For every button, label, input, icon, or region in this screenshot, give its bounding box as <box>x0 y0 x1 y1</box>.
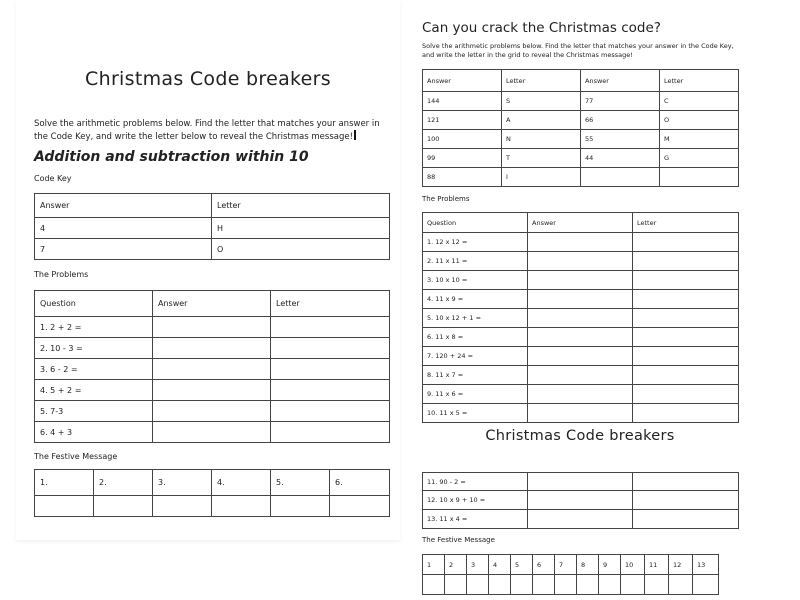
table-cell: 144 <box>423 92 502 111</box>
festive-number-cell: 3. <box>153 470 212 496</box>
festive-number-cell: 13 <box>693 555 719 575</box>
festive-number-cell: 10 <box>621 555 645 575</box>
question-cell: 9. 11 x 6 = <box>423 385 528 404</box>
table-cell: T <box>502 149 581 168</box>
festive-number-cell: 11 <box>645 555 669 575</box>
festive-letter-cell[interactable] <box>577 575 599 595</box>
festive-number-cell: 1 <box>423 555 445 575</box>
festive-letter-cell[interactable] <box>271 496 330 517</box>
right-problems-label: The Problems <box>422 195 470 203</box>
question-cell: 11. 90 - 2 = <box>423 473 528 491</box>
table-header-cell: Answer <box>581 70 660 92</box>
right-problems-continued-table <box>422 472 739 529</box>
festive-number-cell: 5 <box>511 555 533 575</box>
question-cell: 4. 11 x 9 = <box>423 290 528 309</box>
festive-letter-cell[interactable] <box>423 575 445 595</box>
letter-cell[interactable] <box>271 380 390 401</box>
answer-cell[interactable] <box>528 252 633 271</box>
right-festive-message-table <box>422 554 719 595</box>
festive-letter-cell[interactable] <box>555 575 577 595</box>
table-cell: 4 <box>35 218 212 239</box>
table-cell: 99 <box>423 149 502 168</box>
festive-number-cell: 5. <box>271 470 330 496</box>
answer-cell[interactable] <box>528 347 633 366</box>
right-page-title: Can you crack the Christmas code? <box>422 20 661 36</box>
instructions-text: Solve the arithmetic problems below. Find the letter that matches your answer in the Code Key, and write the letter below to reveal the Christmas message! <box>34 119 380 142</box>
festive-number-cell: 1. <box>35 470 94 496</box>
question-cell: 13. 11 x 4 = <box>423 510 528 529</box>
festive-number-cell: 9 <box>599 555 621 575</box>
letter-cell[interactable] <box>633 510 739 529</box>
table-header-cell: Answer <box>528 213 633 233</box>
section-subtitle: Addition and subtraction within 10 <box>34 149 309 165</box>
answer-cell[interactable] <box>153 380 271 401</box>
answer-cell[interactable] <box>153 359 271 380</box>
letter-cell[interactable] <box>271 422 390 443</box>
question-cell: 7. 120 + 24 = <box>423 347 528 366</box>
letter-cell[interactable] <box>633 385 739 404</box>
question-cell: 4. 5 + 2 = <box>35 380 153 401</box>
letter-cell[interactable] <box>633 271 739 290</box>
table-cell: M <box>660 130 739 149</box>
answer-cell[interactable] <box>528 233 633 252</box>
answer-cell[interactable] <box>153 317 271 338</box>
letter-cell[interactable] <box>271 317 390 338</box>
festive-letter-cell[interactable] <box>669 575 693 595</box>
code-key-table <box>34 193 390 260</box>
table-cell: 77 <box>581 92 660 111</box>
festive-letter-cell[interactable] <box>467 575 489 595</box>
letter-cell[interactable] <box>633 491 739 510</box>
question-cell: 1. 2 + 2 = <box>35 317 153 338</box>
table-header-cell: Letter <box>212 194 390 218</box>
table-cell <box>660 168 739 187</box>
answer-cell[interactable] <box>528 309 633 328</box>
right-festive-message-label: The Festive Message <box>422 536 495 544</box>
table-cell: 121 <box>423 111 502 130</box>
answer-cell[interactable] <box>528 510 633 529</box>
answer-cell[interactable] <box>528 491 633 510</box>
answer-cell[interactable] <box>528 328 633 347</box>
instructions <box>34 118 390 143</box>
letter-cell[interactable] <box>633 366 739 385</box>
table-header-cell: Answer <box>423 70 502 92</box>
table-header-cell: Letter <box>502 70 581 92</box>
question-cell: 2. 10 - 3 = <box>35 338 153 359</box>
left-worksheet-page <box>16 0 400 540</box>
right-page-subtitle: Christmas Code breakers <box>485 428 675 444</box>
table-cell: O <box>212 239 390 260</box>
question-cell: 5. 7-3 <box>35 401 153 422</box>
table-cell <box>581 168 660 187</box>
table-cell: O <box>660 111 739 130</box>
festive-letter-cell[interactable] <box>511 575 533 595</box>
question-cell: 6. 4 + 3 <box>35 422 153 443</box>
question-cell: 8. 11 x 7 = <box>423 366 528 385</box>
letter-cell[interactable] <box>271 338 390 359</box>
letter-cell[interactable] <box>633 309 739 328</box>
question-cell: 1. 12 x 12 = <box>423 233 528 252</box>
festive-number-cell: 8 <box>577 555 599 575</box>
table-cell: 44 <box>581 149 660 168</box>
table-cell: S <box>502 92 581 111</box>
table-cell: N <box>502 130 581 149</box>
table-cell: H <box>212 218 390 239</box>
festive-letter-cell[interactable] <box>693 575 719 595</box>
festive-letter-cell[interactable] <box>94 496 153 517</box>
question-cell: 2. 11 x 11 = <box>423 252 528 271</box>
answer-cell[interactable] <box>528 385 633 404</box>
question-cell: 12. 10 x 9 + 10 = <box>423 491 528 510</box>
festive-letter-cell[interactable] <box>621 575 645 595</box>
table-cell: 100 <box>423 130 502 149</box>
question-cell: 10. 11 x 5 = <box>423 404 528 423</box>
festive-number-cell: 4. <box>212 470 271 496</box>
problems-label: The Problems <box>34 270 89 279</box>
right-problems-table <box>422 212 739 423</box>
letter-cell[interactable] <box>633 233 739 252</box>
table-cell: A <box>502 111 581 130</box>
festive-letter-cell[interactable] <box>533 575 555 595</box>
table-header-cell: Letter <box>271 291 390 317</box>
festive-letter-cell[interactable] <box>489 575 511 595</box>
festive-number-cell: 2 <box>445 555 467 575</box>
festive-number-cell: 3 <box>467 555 489 575</box>
code-key-label: Code Key <box>34 174 72 183</box>
right-code-key-table <box>422 69 739 187</box>
letter-cell[interactable] <box>271 359 390 380</box>
table-cell: 55 <box>581 130 660 149</box>
answer-cell[interactable] <box>528 290 633 309</box>
question-cell: 5. 10 x 12 + 1 = <box>423 309 528 328</box>
festive-number-cell: 12 <box>669 555 693 575</box>
page-title: Christmas Code breakers <box>85 68 331 90</box>
table-header-cell: Question <box>35 291 153 317</box>
letter-cell[interactable] <box>633 404 739 423</box>
answer-cell[interactable] <box>153 401 271 422</box>
answer-cell[interactable] <box>528 404 633 423</box>
answer-cell[interactable] <box>153 338 271 359</box>
table-cell: I <box>502 168 581 187</box>
festive-number-cell: 4 <box>489 555 511 575</box>
festive-number-cell: 2. <box>94 470 153 496</box>
table-cell: 66 <box>581 111 660 130</box>
festive-number-cell: 6. <box>330 470 390 496</box>
table-header-cell: Answer <box>35 194 212 218</box>
festive-letter-cell[interactable] <box>330 496 390 517</box>
table-header-cell: Letter <box>660 70 739 92</box>
festive-letter-cell[interactable] <box>445 575 467 595</box>
table-cell: 88 <box>423 168 502 187</box>
question-cell: 3. 6 - 2 = <box>35 359 153 380</box>
right-instructions: Solve the arithmetic problems below. Find the letter that matches your answer in the Code Key, and write the letter in the grid to reveal the Christmas message! <box>422 42 734 59</box>
table-cell: C <box>660 92 739 111</box>
table-header-cell: Answer <box>153 291 271 317</box>
answer-cell[interactable] <box>528 473 633 491</box>
letter-cell[interactable] <box>633 473 739 491</box>
festive-letter-cell[interactable] <box>153 496 212 517</box>
table-header-cell: Question <box>423 213 528 233</box>
answer-cell[interactable] <box>153 422 271 443</box>
festive-number-cell: 6 <box>533 555 555 575</box>
question-cell: 3. 10 x 10 = <box>423 271 528 290</box>
answer-cell[interactable] <box>528 366 633 385</box>
answer-cell[interactable] <box>528 271 633 290</box>
festive-letter-cell[interactable] <box>212 496 271 517</box>
table-header-cell: Letter <box>633 213 739 233</box>
festive-message-table <box>34 469 390 517</box>
festive-message-label: The Festive Message <box>34 452 118 461</box>
text-cursor <box>354 130 356 140</box>
question-cell: 6. 11 x 8 = <box>423 328 528 347</box>
festive-letter-cell[interactable] <box>645 575 669 595</box>
table-cell: G <box>660 149 739 168</box>
festive-number-cell: 7 <box>555 555 577 575</box>
festive-letter-cell[interactable] <box>35 496 94 517</box>
problems-table <box>34 290 390 443</box>
letter-cell[interactable] <box>633 290 739 309</box>
table-cell: 7 <box>35 239 212 260</box>
letter-cell[interactable] <box>633 252 739 271</box>
letter-cell[interactable] <box>633 347 739 366</box>
festive-letter-cell[interactable] <box>599 575 621 595</box>
letter-cell[interactable] <box>633 328 739 347</box>
letter-cell[interactable] <box>271 401 390 422</box>
